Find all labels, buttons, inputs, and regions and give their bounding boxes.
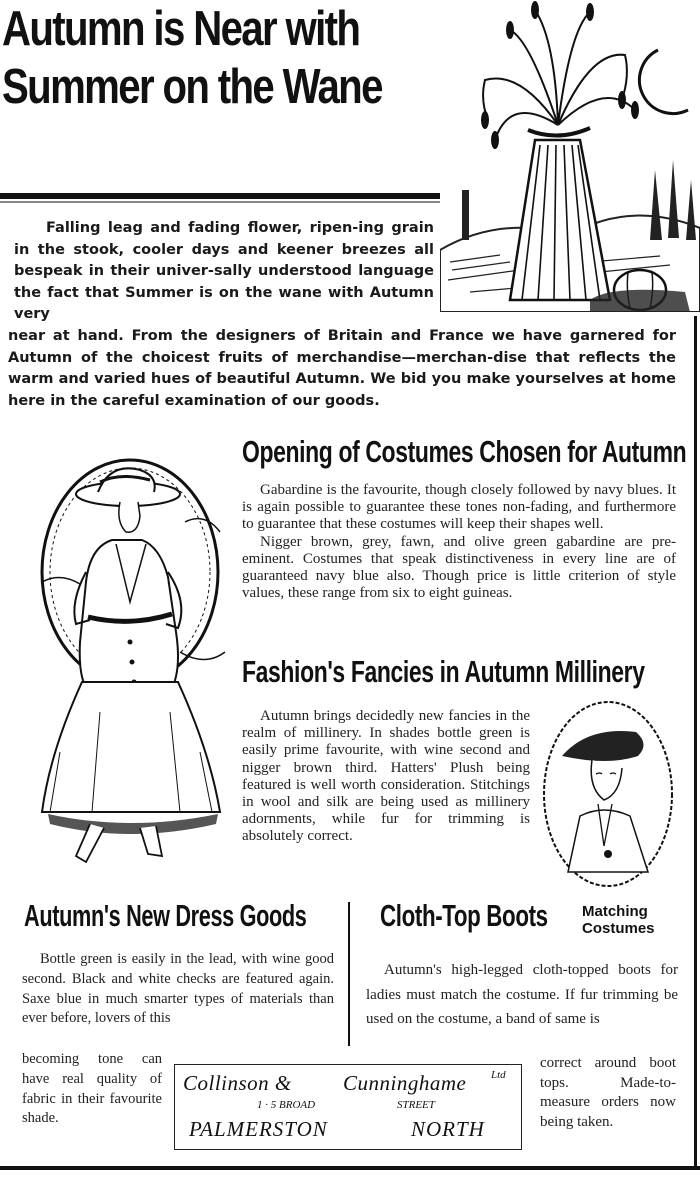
dress-goods-body-top xyxy=(22,950,334,1029)
right-border xyxy=(694,316,697,1166)
store-address-2: STREET xyxy=(397,1099,435,1111)
boots-heading: Cloth-Top Boots xyxy=(380,898,548,933)
costumes-body xyxy=(242,482,676,602)
boots-paragraph-top: Autumn's high-legged cloth-topped boots for ladies must match the costume. If fur trimming be used on the costume, a band of same is xyxy=(366,962,678,1027)
store-name-right: Cunninghame xyxy=(343,1071,467,1095)
store-name-left: Collinson & xyxy=(183,1071,292,1095)
store-town-1: PALMERSTON xyxy=(189,1117,328,1141)
costumes-paragraph-2: Nigger brown, grey, fawn, and olive green gabardine are pre-eminent. Costumes that speak distinctiveness in every line are of guaranteed navy blue also. Though price is little criterion of style values, these range from six to eight guineas. xyxy=(242,533,676,602)
headline-rule xyxy=(0,193,440,199)
boots-subheading-line-1: Matching xyxy=(582,903,648,920)
dress-goods-body-bottom xyxy=(22,1050,162,1129)
dress-goods-paragraph-top: Bottle green is easily in the lead, with wine good second. Black and white checks are featured again. Saxe blue in much smarter types of materials than ever before, lovers of this xyxy=(22,951,334,1027)
store-address-1: 1 · 5 BROAD xyxy=(257,1099,316,1111)
boots-subheading xyxy=(582,903,655,937)
dress-goods-paragraph-bottom: becoming tone can have real quality of fabric in their favourite shade. xyxy=(22,1051,162,1127)
store-logo xyxy=(174,1064,522,1150)
millinery-heading: Fashion's Fancies in Autumn Millinery xyxy=(242,654,645,689)
column-divider xyxy=(348,902,350,1046)
intro-paragraph-narrow: Falling leag and fading flower, ripen-ing grain in the stook, cooler days and keener breezes all bespeak in their univer-sally understood language the fact that Summer is on the wane with Autumn very xyxy=(14,220,434,323)
store-ltd: Ltd xyxy=(491,1069,506,1081)
dress-goods-heading: Autumn's New Dress Goods xyxy=(24,898,307,933)
intro-paragraph-wide: near at hand. From the designers of Britain and France we have garnered for Autumn of the choicest fruits of merchandise—merchan-dise that reflects the warm and varied hues of beautiful Autumn. We bid you make yourselves at home here in the careful examination of our goods. xyxy=(8,328,676,409)
costume-woman-illustration xyxy=(20,452,238,870)
headline-line-2: Summer on the Wane xyxy=(2,60,382,114)
store-town-2: NORTH xyxy=(411,1117,485,1141)
headline-line-1: Autumn is Near with xyxy=(2,2,360,56)
boots-body-top xyxy=(366,958,678,1032)
costumes-heading: Opening of Costumes Chosen for Autumn xyxy=(242,434,687,469)
millinery-paragraph: Autumn brings decidedly new fancies in the realm of millinery. In shades bottle green is easily prime favourite, with wine second and nigger brown third. Hatters' Plush being featured is well worth consideration. Stitchings in wool and silk are being used as millinery adornments, while fur for trimming is absolutely correct. xyxy=(242,708,530,845)
boots-subheading-line-2: Costumes xyxy=(582,920,655,937)
headline xyxy=(2,0,382,116)
boots-body-bottom xyxy=(540,1054,676,1132)
bottom-border xyxy=(0,1166,700,1170)
millinery-woman-illustration xyxy=(538,696,678,892)
headline-rule-dots xyxy=(0,201,440,203)
costumes-paragraph-1: Gabardine is the favourite, though closely followed by navy blues. It is again possible to guarantee these tones non-fading, and furthermore to guarantee that these costumes will keep their shapes well. xyxy=(242,482,676,533)
millinery-body xyxy=(242,708,530,846)
wheat-sheaf-illustration xyxy=(440,0,700,312)
boots-paragraph-bottom: correct around boot tops. Made-to-measure orders now being taken. xyxy=(540,1055,676,1130)
